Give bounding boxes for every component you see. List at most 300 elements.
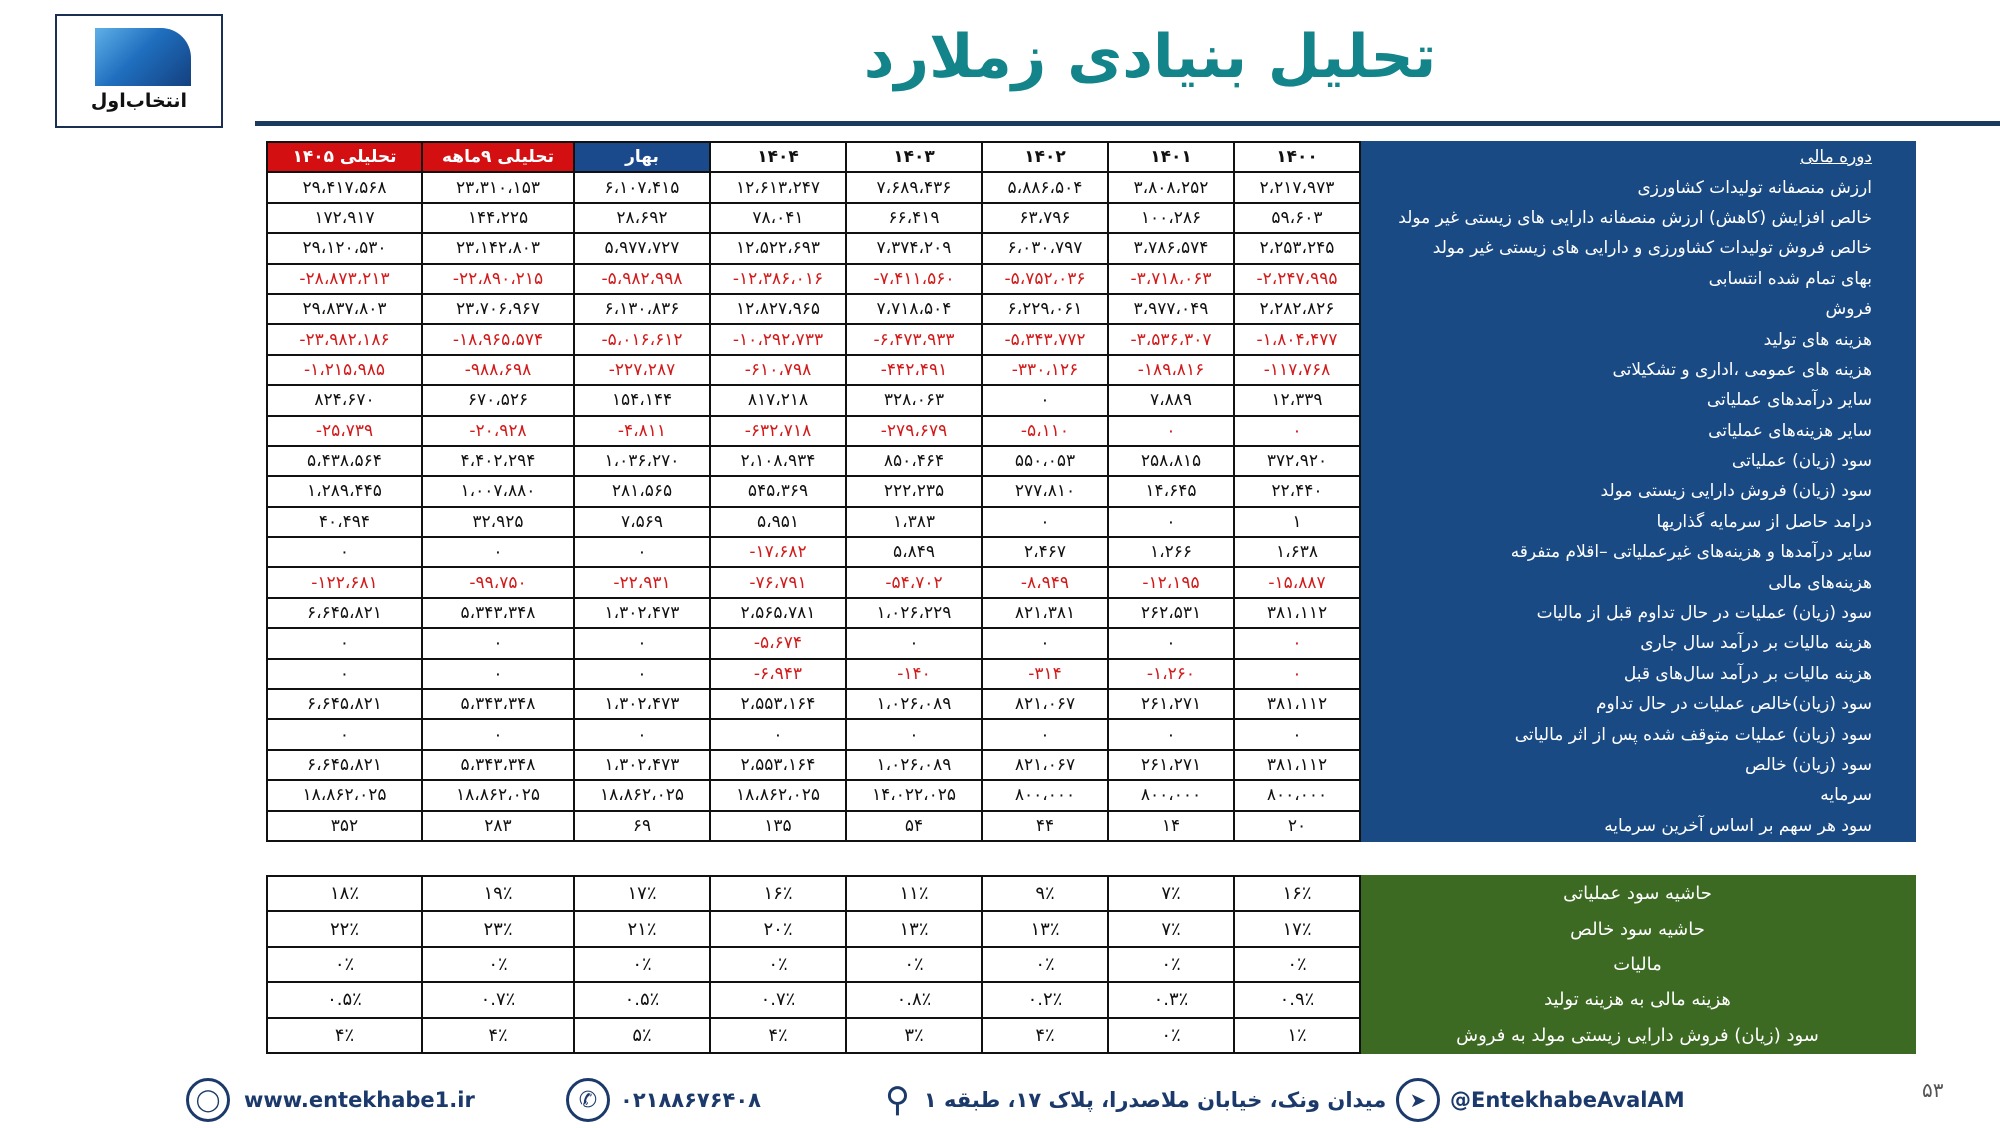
table-cell: ۰ — [267, 628, 422, 658]
ratio-cell: ۰٪ — [710, 947, 846, 982]
table-row — [267, 476, 1915, 506]
table-cell: ۲،۴۶۷ — [982, 537, 1108, 567]
column-header: ۱۴۰۲ — [982, 142, 1108, 172]
column-header: ۱۴۰۳ — [846, 142, 982, 172]
table-row — [267, 446, 1915, 476]
table-cell: -۲۷۹،۶۷۹ — [846, 416, 982, 446]
page-title: تحلیل بنیادی زملارد — [863, 22, 1437, 92]
table-cell: -۷۶،۷۹۱ — [710, 567, 846, 597]
ratio-cell: ۰.۸٪ — [846, 982, 982, 1017]
table-cell: ۰ — [846, 628, 982, 658]
table-cell: ۰ — [574, 537, 710, 567]
ratio-label: هزینه مالی به هزینه تولید — [1360, 982, 1915, 1017]
table-cell: -۱۰،۲۹۲،۷۳۳ — [710, 324, 846, 354]
table-cell: ۱۴،۰۲۲،۰۲۵ — [846, 780, 982, 810]
table-cell: ۳۲۸،۰۶۳ — [846, 385, 982, 415]
table-cell: ۲۸،۶۹۲ — [574, 203, 710, 233]
logo-mark-icon — [95, 28, 191, 86]
table-cell: ۰ — [1234, 416, 1360, 446]
table-cell: ۷،۳۷۴،۲۰۹ — [846, 233, 982, 263]
table-cell: -۷،۴۱۱،۵۶۰ — [846, 264, 982, 294]
row-label: هزینه‌های مالی — [1360, 567, 1915, 597]
table-cell: ۰ — [574, 628, 710, 658]
table-cell: -۶۳۲،۷۱۸ — [710, 416, 846, 446]
ratio-table — [266, 875, 1916, 1054]
table-cell: ۲۹،۱۲۰،۵۳۰ — [267, 233, 422, 263]
ratio-label: حاشیه سود عملیاتی — [1360, 876, 1915, 911]
table-cell: ۱ — [1234, 507, 1360, 537]
logo — [55, 14, 223, 128]
row-label-header: دوره مالی — [1360, 142, 1915, 172]
ratio-cell: ۰.۵٪ — [267, 982, 422, 1017]
table-cell: ۲،۱۰۸،۹۳۴ — [710, 446, 846, 476]
row-label: سود (زیان) خالص — [1360, 750, 1915, 780]
row-label: ارزش منصفانه تولیدات کشاورزی — [1360, 172, 1915, 202]
ratio-cell: ۲۳٪ — [422, 911, 574, 946]
table-cell: ۱۲،۵۲۲،۶۹۳ — [710, 233, 846, 263]
row-label: خالص فروش تولیدات کشاورزی و دارایی های زیستی غیر مولد — [1360, 233, 1915, 263]
ratio-cell: ۱۱٪ — [846, 876, 982, 911]
table-cell: -۵،۰۱۶،۶۱۲ — [574, 324, 710, 354]
table-cell: ۲۲،۴۴۰ — [1234, 476, 1360, 506]
table-cell: ۸۲۱،۰۶۷ — [982, 750, 1108, 780]
footer-website[interactable] — [186, 1072, 475, 1128]
table-cell: -۱۸۹،۸۱۶ — [1108, 355, 1234, 385]
table-cell: ۱،۰۰۷،۸۸۰ — [422, 476, 574, 506]
table-cell: -۲،۲۴۷،۹۹۵ — [1234, 264, 1360, 294]
ratio-cell: ۰.۵٪ — [574, 982, 710, 1017]
table-cell: -۹۸۸،۶۹۸ — [422, 355, 574, 385]
table-cell: ۱۴،۶۴۵ — [1108, 476, 1234, 506]
ratio-cell: ۴٪ — [267, 1018, 422, 1053]
row-label: سود (زیان) فروش دارایی زیستی مولد — [1360, 476, 1915, 506]
ratio-row — [267, 911, 1915, 946]
table-cell: ۶،۶۴۵،۸۲۱ — [267, 750, 422, 780]
table-cell: ۲،۲۱۷،۹۷۳ — [1234, 172, 1360, 202]
table-cell: -۱۸،۹۶۵،۵۷۴ — [422, 324, 574, 354]
table-cell: ۵،۹۷۷،۷۲۷ — [574, 233, 710, 263]
table-cell: ۱،۰۲۶،۰۸۹ — [846, 689, 982, 719]
table-cell: -۲۲۷،۲۸۷ — [574, 355, 710, 385]
column-header: بهار — [574, 142, 710, 172]
table-cell: ۲،۵۵۳،۱۶۴ — [710, 689, 846, 719]
table-cell: ۱،۳۰۲،۴۷۳ — [574, 750, 710, 780]
ratio-cell: ۷٪ — [1108, 876, 1234, 911]
telegram-icon: ➤ — [1396, 1078, 1440, 1122]
table-cell: ۳۷۲،۹۲۰ — [1234, 446, 1360, 476]
table-cell: ۰ — [710, 719, 846, 749]
table-row — [267, 385, 1915, 415]
table-cell: ۲۳،۳۱۰،۱۵۳ — [422, 172, 574, 202]
table-cell: ۲۸۳ — [422, 811, 574, 841]
table-cell: ۱۴ — [1108, 811, 1234, 841]
table-cell: ۰ — [422, 719, 574, 749]
row-label: سایر درآمدهای عملیاتی — [1360, 385, 1915, 415]
ratio-label: سود (زیان) فروش دارایی زیستی مولد به فروش — [1360, 1018, 1915, 1053]
table-row — [267, 264, 1915, 294]
table-cell: ۱۲،۸۲۷،۹۶۵ — [710, 294, 846, 324]
table-row — [267, 689, 1915, 719]
table-cell: ۵۹،۶۰۳ — [1234, 203, 1360, 233]
table-row — [267, 811, 1915, 841]
table-cell: ۲،۵۶۵،۷۸۱ — [710, 598, 846, 628]
table-cell: ۰ — [982, 628, 1108, 658]
table-cell: ۱۸،۸۶۲،۰۲۵ — [710, 780, 846, 810]
row-label: درامد حاصل از سرمایه گذاریها — [1360, 507, 1915, 537]
table-cell: -۴۴۲،۴۹۱ — [846, 355, 982, 385]
table-cell: ۱،۶۳۸ — [1234, 537, 1360, 567]
ratio-cell: ۰.۷٪ — [710, 982, 846, 1017]
ratio-cell: ۰٪ — [267, 947, 422, 982]
table-cell: -۱۲۲،۶۸۱ — [267, 567, 422, 597]
row-label: سرمایه — [1360, 780, 1915, 810]
globe-icon: ◯ — [186, 1078, 230, 1122]
table-cell: ۵۴ — [846, 811, 982, 841]
table-cell: ۰ — [267, 659, 422, 689]
table-row — [267, 507, 1915, 537]
footer-address — [885, 1072, 1386, 1128]
table-cell: -۶۱۰،۷۹۸ — [710, 355, 846, 385]
table-row — [267, 537, 1915, 567]
row-label: خالص افزایش (کاهش) ارزش منصفانه دارایی های زیستی غیر مولد — [1360, 203, 1915, 233]
table-cell: ۰ — [982, 385, 1108, 415]
logo-text: انتخاب‌اول — [90, 90, 188, 112]
table-cell: ۵۴۵،۳۶۹ — [710, 476, 846, 506]
table-cell: ۸۵۰،۴۶۴ — [846, 446, 982, 476]
row-label: سود (زیان) عملیات در حال تداوم قبل از مالیات — [1360, 598, 1915, 628]
table-row — [267, 750, 1915, 780]
footer-telegram[interactable] — [1396, 1072, 1685, 1128]
table-cell: ۲،۲۸۲،۸۲۶ — [1234, 294, 1360, 324]
table-cell: -۵،۶۷۴ — [710, 628, 846, 658]
table-cell: -۲۰،۹۲۸ — [422, 416, 574, 446]
table-cell: ۴۰،۴۹۴ — [267, 507, 422, 537]
ratio-cell: ۰٪ — [422, 947, 574, 982]
row-label: فروش — [1360, 294, 1915, 324]
table-cell: ۱،۳۸۳ — [846, 507, 982, 537]
table-cell: -۳،۵۳۶،۳۰۷ — [1108, 324, 1234, 354]
table-cell: ۱،۲۸۹،۴۴۵ — [267, 476, 422, 506]
table-row — [267, 172, 1915, 202]
ratio-cell: ۰٪ — [846, 947, 982, 982]
table-header-row — [267, 142, 1915, 172]
ratio-cell: ۵٪ — [574, 1018, 710, 1053]
phone-icon: ✆ — [566, 1078, 610, 1122]
table-cell: ۰ — [1108, 507, 1234, 537]
location-pin-icon: ⚲ — [885, 1080, 910, 1120]
table-cell: ۶۶،۴۱۹ — [846, 203, 982, 233]
row-label: بهای تمام شده انتسابی — [1360, 264, 1915, 294]
table-cell: ۱،۰۲۶،۲۲۹ — [846, 598, 982, 628]
table-cell: ۵،۴۳۸،۵۶۴ — [267, 446, 422, 476]
table-cell: ۰ — [422, 628, 574, 658]
row-label: سود (زیان) عملیاتی — [1360, 446, 1915, 476]
table-cell: -۵۴،۷۰۲ — [846, 567, 982, 597]
table-cell: ۱۵۴،۱۴۴ — [574, 385, 710, 415]
ratio-cell: ۰.۹٪ — [1234, 982, 1360, 1017]
table-cell: ۱۰۰،۲۸۶ — [1108, 203, 1234, 233]
table-cell: -۶،۴۷۳،۹۳۳ — [846, 324, 982, 354]
ratio-cell: ۴٪ — [422, 1018, 574, 1053]
table-cell: ۲۶۲،۵۳۱ — [1108, 598, 1234, 628]
table-cell: ۸۰۰،۰۰۰ — [1234, 780, 1360, 810]
table-cell: ۱۸،۸۶۲،۰۲۵ — [267, 780, 422, 810]
table-cell: -۱،۸۰۴،۴۷۷ — [1234, 324, 1360, 354]
table-cell: ۷،۷۱۸،۵۰۴ — [846, 294, 982, 324]
ratio-row — [267, 1018, 1915, 1053]
row-label: هزینه های تولید — [1360, 324, 1915, 354]
table-cell: ۵،۹۵۱ — [710, 507, 846, 537]
table-cell: ۸۲۱،۳۸۱ — [982, 598, 1108, 628]
table-cell: ۳۸۱،۱۱۲ — [1234, 750, 1360, 780]
table-cell: ۰ — [1234, 659, 1360, 689]
table-cell: ۴۴ — [982, 811, 1108, 841]
footer-phone — [566, 1072, 761, 1128]
table-cell: ۰ — [1108, 628, 1234, 658]
ratio-cell: ۰٪ — [1108, 947, 1234, 982]
table-cell: ۶،۰۳۰،۷۹۷ — [982, 233, 1108, 263]
table-cell: ۷۸،۰۴۱ — [710, 203, 846, 233]
table-cell: -۲۸،۸۷۳،۲۱۳ — [267, 264, 422, 294]
table-cell: -۵،۳۴۳،۷۷۲ — [982, 324, 1108, 354]
table-cell: -۱۷،۶۸۲ — [710, 537, 846, 567]
table-cell: ۶۳،۷۹۶ — [982, 203, 1108, 233]
table-cell: ۵،۳۴۳،۳۴۸ — [422, 750, 574, 780]
ratio-cell: ۲۲٪ — [267, 911, 422, 946]
ratio-cell: ۹٪ — [982, 876, 1108, 911]
table-cell: -۲۵،۷۳۹ — [267, 416, 422, 446]
row-label: هزینه های عمومی ،اداری و تشکیلاتی — [1360, 355, 1915, 385]
table-cell: ۳۵۲ — [267, 811, 422, 841]
address-text: میدان ونک، خیابان ملاصدرا، پلاک ۱۷، طبقه ۱ — [923, 1088, 1387, 1112]
table-cell: ۰ — [982, 507, 1108, 537]
table-cell: ۱۳۵ — [710, 811, 846, 841]
table-cell: ۲۳،۷۰۶،۹۶۷ — [422, 294, 574, 324]
table-cell: -۱۴۰ — [846, 659, 982, 689]
table-cell: ۶،۲۲۹،۰۶۱ — [982, 294, 1108, 324]
table-cell: ۱۴۴،۲۲۵ — [422, 203, 574, 233]
ratio-cell: ۷٪ — [1108, 911, 1234, 946]
table-cell: -۸،۹۴۹ — [982, 567, 1108, 597]
table-cell: ۱،۰۳۶،۲۷۰ — [574, 446, 710, 476]
table-cell: ۲۲۲،۲۳۵ — [846, 476, 982, 506]
column-header: ۱۴۰۴ — [710, 142, 846, 172]
table-cell: ۰ — [1234, 628, 1360, 658]
table-cell: ۰ — [1108, 719, 1234, 749]
ratio-cell: ۱٪ — [1234, 1018, 1360, 1053]
table-row — [267, 659, 1915, 689]
table-cell: ۰ — [982, 719, 1108, 749]
table-cell: ۲۹،۴۱۷،۵۶۸ — [267, 172, 422, 202]
table-row — [267, 233, 1915, 263]
table-cell: ۸۲۱،۰۶۷ — [982, 689, 1108, 719]
ratio-cell: ۳٪ — [846, 1018, 982, 1053]
table-cell: ۳،۹۷۷،۰۴۹ — [1108, 294, 1234, 324]
ratio-cell: ۰٪ — [574, 947, 710, 982]
table-cell: ۲۷۷،۸۱۰ — [982, 476, 1108, 506]
ratio-cell: ۱۶٪ — [1234, 876, 1360, 911]
table-cell: ۵،۸۴۹ — [846, 537, 982, 567]
ratio-cell: ۲۰٪ — [710, 911, 846, 946]
table-cell: ۷،۶۸۹،۴۳۶ — [846, 172, 982, 202]
table-cell: -۶،۹۴۳ — [710, 659, 846, 689]
table-cell: ۳،۸۰۸،۲۵۲ — [1108, 172, 1234, 202]
table-cell: ۷،۸۸۹ — [1108, 385, 1234, 415]
ratio-cell: ۰.۷٪ — [422, 982, 574, 1017]
column-header: ۱۴۰۱ — [1108, 142, 1234, 172]
row-label: هزینه مالیات بر درآمد سال جاری — [1360, 628, 1915, 658]
table-cell: ۰ — [422, 659, 574, 689]
table-cell: ۸۲۴،۶۷۰ — [267, 385, 422, 415]
column-header: ۱۴۰۰ — [1234, 142, 1360, 172]
ratio-row — [267, 982, 1915, 1017]
row-label: سود (زیان) عملیات متوقف شده پس از اثر مالیاتی — [1360, 719, 1915, 749]
ratio-cell: ۱۳٪ — [982, 911, 1108, 946]
table-cell: -۳۱۴ — [982, 659, 1108, 689]
ratio-cell: ۰.۳٪ — [1108, 982, 1234, 1017]
table-cell: -۱۲،۳۸۶،۰۱۶ — [710, 264, 846, 294]
table-row — [267, 294, 1915, 324]
ratio-cell: ۱۳٪ — [846, 911, 982, 946]
table-cell: ۳۸۱،۱۱۲ — [1234, 689, 1360, 719]
table-cell: ۵۵۰،۰۵۳ — [982, 446, 1108, 476]
ratio-cell: ۰.۲٪ — [982, 982, 1108, 1017]
table-cell: ۵،۳۴۳،۳۴۸ — [422, 598, 574, 628]
table-cell: ۲۶۱،۲۷۱ — [1108, 689, 1234, 719]
telegram-handle[interactable]: @EntekhabeAvalAM — [1450, 1088, 1685, 1112]
table-row — [267, 780, 1915, 810]
table-cell: ۲۶۱،۲۷۱ — [1108, 750, 1234, 780]
table-cell: ۶،۱۳۰،۸۳۶ — [574, 294, 710, 324]
table-cell: -۳،۷۱۸،۰۶۳ — [1108, 264, 1234, 294]
table-cell: ۰ — [846, 719, 982, 749]
table-cell: -۵،۷۵۲،۰۳۶ — [982, 264, 1108, 294]
table-cell: ۲۸۱،۵۶۵ — [574, 476, 710, 506]
table-cell: ۲،۲۵۳،۲۴۵ — [1234, 233, 1360, 263]
column-header: تحلیلی ۱۴۰۵ — [267, 142, 422, 172]
table-cell: ۱،۰۲۶،۰۸۹ — [846, 750, 982, 780]
table-cell: ۲۰ — [1234, 811, 1360, 841]
table-cell: ۰ — [1108, 416, 1234, 446]
ratio-label: مالیات — [1360, 947, 1915, 982]
ratio-row — [267, 876, 1915, 911]
table-cell: ۷،۵۶۹ — [574, 507, 710, 537]
table-cell: -۱۱۷،۷۶۸ — [1234, 355, 1360, 385]
table-row — [267, 598, 1915, 628]
ratio-cell: ۱۷٪ — [1234, 911, 1360, 946]
table-cell: -۲۲،۸۹۰،۲۱۵ — [422, 264, 574, 294]
table-cell: ۱،۳۰۲،۴۷۳ — [574, 598, 710, 628]
table-cell: ۸۰۰،۰۰۰ — [982, 780, 1108, 810]
title-divider — [255, 121, 2000, 126]
table-cell: ۴،۴۰۲،۲۹۴ — [422, 446, 574, 476]
ratio-cell: ۱۹٪ — [422, 876, 574, 911]
ratio-row — [267, 947, 1915, 982]
income-statement-table — [266, 141, 1916, 842]
table-cell: ۶۹ — [574, 811, 710, 841]
table-cell: ۳۸۱،۱۱۲ — [1234, 598, 1360, 628]
table-cell: -۵،۱۱۰ — [982, 416, 1108, 446]
table-cell: ۰ — [267, 719, 422, 749]
table-cell: -۱۵،۸۸۷ — [1234, 567, 1360, 597]
table-cell: ۲۵۸،۸۱۵ — [1108, 446, 1234, 476]
table-cell: ۸۰۰،۰۰۰ — [1108, 780, 1234, 810]
table-cell: ۱۸،۸۶۲،۰۲۵ — [422, 780, 574, 810]
table-cell: ۰ — [267, 537, 422, 567]
table-cell: ۳،۷۸۶،۵۷۴ — [1108, 233, 1234, 263]
ratio-cell: ۴٪ — [982, 1018, 1108, 1053]
table-cell: ۰ — [422, 537, 574, 567]
table-cell: ۵،۳۴۳،۳۴۸ — [422, 689, 574, 719]
table-cell: ۰ — [574, 659, 710, 689]
row-label: هزینه مالیات بر درآمد سال‌های قبل — [1360, 659, 1915, 689]
table-cell: ۱۸،۸۶۲،۰۲۵ — [574, 780, 710, 810]
ratio-cell: ۱۸٪ — [267, 876, 422, 911]
row-label: سود هر سهم بر اساس آخرین سرمایه — [1360, 811, 1915, 841]
table-cell: ۶،۶۴۵،۸۲۱ — [267, 689, 422, 719]
table-cell: -۹۹،۷۵۰ — [422, 567, 574, 597]
table-cell: ۶،۱۰۷،۴۱۵ — [574, 172, 710, 202]
table-row — [267, 416, 1915, 446]
table-row — [267, 203, 1915, 233]
table-row — [267, 628, 1915, 658]
table-cell: ۶۷۰،۵۲۶ — [422, 385, 574, 415]
table-cell: -۴،۸۱۱ — [574, 416, 710, 446]
table-cell: -۲۳،۹۸۲،۱۸۶ — [267, 324, 422, 354]
ratio-cell: ۲۱٪ — [574, 911, 710, 946]
table-cell: ۶،۶۴۵،۸۲۱ — [267, 598, 422, 628]
table-cell: ۸۱۷،۲۱۸ — [710, 385, 846, 415]
website-text[interactable]: www.entekhabe1.ir — [244, 1088, 475, 1112]
table-cell: ۳۲،۹۲۵ — [422, 507, 574, 537]
table-cell: -۱،۲۶۰ — [1108, 659, 1234, 689]
column-header: تحلیلی ۹ماهه — [422, 142, 574, 172]
table-cell: ۱،۲۶۶ — [1108, 537, 1234, 567]
table-row — [267, 324, 1915, 354]
table-cell: -۱،۲۱۵،۹۸۵ — [267, 355, 422, 385]
ratio-cell: ۰٪ — [1234, 947, 1360, 982]
page-number: ۵۳ — [1922, 1078, 1944, 1102]
table-cell: ۰ — [1234, 719, 1360, 749]
ratio-label: حاشیه سود خالص — [1360, 911, 1915, 946]
row-label: سایر هزینه‌های عملیاتی — [1360, 416, 1915, 446]
table-row — [267, 355, 1915, 385]
table-cell: ۲،۵۵۳،۱۶۴ — [710, 750, 846, 780]
table-cell: ۱۲،۳۳۹ — [1234, 385, 1360, 415]
row-label: سود (زیان)خالص عملیات در حال تداوم — [1360, 689, 1915, 719]
ratio-cell: ۱۷٪ — [574, 876, 710, 911]
table-cell: -۲۲،۹۳۱ — [574, 567, 710, 597]
table-cell: -۳۳۰،۱۲۶ — [982, 355, 1108, 385]
ratio-cell: ۴٪ — [710, 1018, 846, 1053]
table-cell: ۲۹،۸۳۷،۸۰۳ — [267, 294, 422, 324]
table-cell: ۵،۸۸۶،۵۰۴ — [982, 172, 1108, 202]
table-cell: ۱،۳۰۲،۴۷۳ — [574, 689, 710, 719]
table-cell: ۱۲،۶۱۳،۲۴۷ — [710, 172, 846, 202]
ratio-cell: ۱۶٪ — [710, 876, 846, 911]
row-label: سایر درآمدها و هزینه‌های غیرعملیاتی –اقلام متفرقه — [1360, 537, 1915, 567]
ratio-cell: ۰٪ — [982, 947, 1108, 982]
table-row — [267, 719, 1915, 749]
table-cell: -۵،۹۸۲،۹۹۸ — [574, 264, 710, 294]
table-cell: ۲۳،۱۴۲،۸۰۳ — [422, 233, 574, 263]
table-cell: ۰ — [574, 719, 710, 749]
phone-text: ۰۲۱۸۸۶۷۶۴۰۸ — [620, 1088, 761, 1112]
ratio-cell: ۰٪ — [1108, 1018, 1234, 1053]
table-cell: -۱۲،۱۹۵ — [1108, 567, 1234, 597]
table-cell: ۱۷۲،۹۱۷ — [267, 203, 422, 233]
table-row — [267, 567, 1915, 597]
